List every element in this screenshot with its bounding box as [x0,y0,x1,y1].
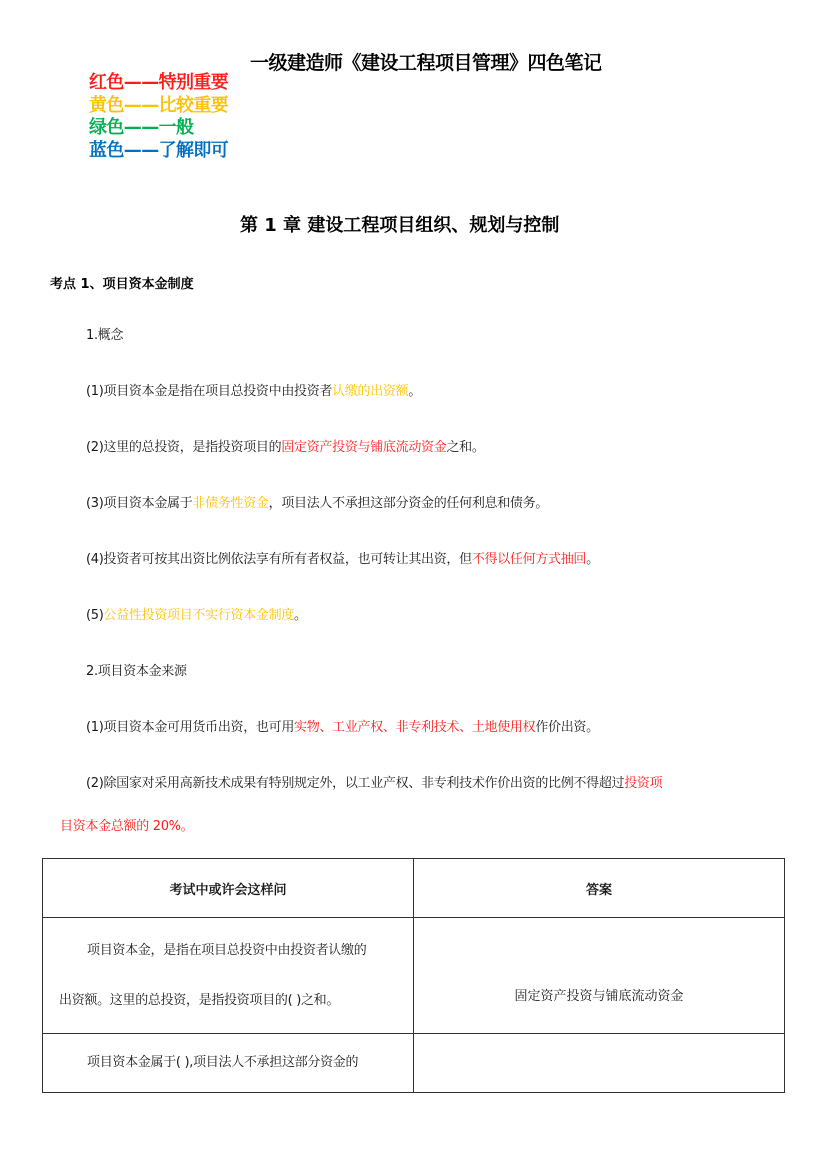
text: (5) [86,608,104,623]
color-legend [89,72,228,162]
table-row [43,1034,785,1093]
concept-item-3 [86,492,548,511]
answer-cell [414,1034,785,1093]
text: 。 [586,552,599,567]
qa-table [42,858,785,1093]
question-cell [43,1034,414,1093]
text: (1)项目资本金是指在项目总投资中由投资者 [86,384,333,399]
subsection-heading-concept: 1.概念 [86,328,124,343]
section-title: 考点 1、项目资本金制度 [50,277,194,292]
highlight-red: 实物、工业产权、非专利技术、土地使用权 [294,720,536,735]
source-item-2-line2 [60,815,193,834]
source-item-2-line1 [86,772,662,791]
question-text: 项目资本金属于( ),项目法人不承担这部分资金的 [87,1055,359,1070]
text: 。 [294,608,307,623]
highlight-red: 固定资产投资与铺底流动资金 [281,440,447,455]
concept-item-5 [86,604,307,623]
highlight-yellow: 公益性投资项目不实行资本金制度 [103,608,295,623]
highlight-yellow: 认缴的出资额 [332,384,409,399]
legend-green: 绿色——一般 [89,117,194,138]
answer-text: 固定资产投资与铺底流动资金 [514,989,684,1004]
concept-item-2 [86,436,485,455]
text: 作价出资。 [535,720,599,735]
text: (1)项目资本金可用货币出资，也可用 [86,720,295,735]
concept-item-4 [86,548,599,567]
document-title: 一级建造师《建设工程项目管理》四色笔记 [250,52,602,74]
highlight-red: 目资本金总额的 20% [60,819,181,834]
text: 之和。 [446,440,485,455]
legend-yellow: 黄色——比较重要 [89,94,229,116]
text: ，项目法人不承担这部分资金的任何利息和债务。 [268,496,549,511]
column-header-question: 考试中或许会这样问 [43,859,414,918]
source-item-1 [86,716,599,735]
highlight-yellow: 非债务性资金 [192,496,269,511]
text: 。 [408,384,422,399]
legend-red: 红色——特别重要 [89,72,229,93]
highlight-red: 不得以任何方式抽回 [471,552,587,567]
question-cell [43,918,414,1034]
question-line-1: 项目资本金，是指在项目总投资中由投资者认缴的 [87,942,367,958]
text: (3)项目资本金属于 [86,496,193,511]
subsection-heading-source: 2.项目资本金来源 [86,664,187,679]
legend-blue: 蓝色——了解即可 [89,139,229,161]
highlight-red: 投资项 [624,776,663,791]
text: (2)除国家对采用高新技术成果有特别规定外，以工业产权、非专利技术作价出资的比例不得超过 [86,776,625,791]
answer-cell [414,918,785,1034]
chapter-title: 第 1 章 建设工程项目组织、规划与控制 [240,215,560,236]
question-text [43,926,413,1026]
table-header-row [43,859,785,918]
concept-item-1 [86,380,421,399]
table-row [43,918,785,1034]
text: (4)投资者可按其出资比例依法享有所有者权益，也可转让其出资，但 [86,552,472,567]
text: (2)这里的总投资，是指投资项目的 [86,440,282,455]
question-line-2: 出资额。这里的总投资，是指投资项目的( )之和。 [59,992,340,1008]
text: 。 [180,819,194,834]
column-header-answer: 答案 [414,859,785,918]
